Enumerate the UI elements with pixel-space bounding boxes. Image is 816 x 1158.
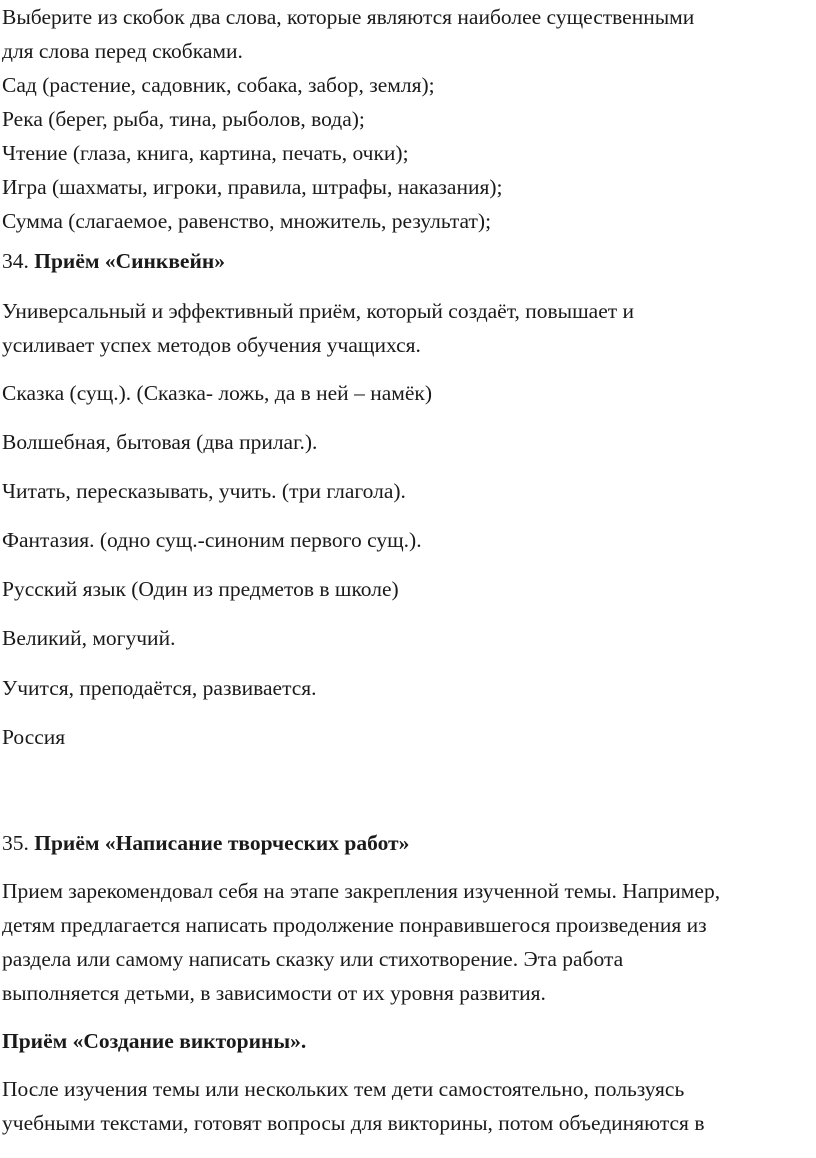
- section-35-title: Приём «Написание творческих работ»: [34, 831, 410, 855]
- section-35-para-line: Прием зарекомендовал себя на этапе закрепления изученной темы. Например,: [2, 879, 721, 903]
- section-35-para-line: детям предлагается написать продолжение понравившегося произведения из: [2, 913, 707, 937]
- cinquain-line: Сказка (сущ.). (Сказка- ложь, да в ней – намёк): [2, 381, 432, 405]
- section-34-desc-line-1: Универсальный и эффективный приём, который создаёт, повышает и: [2, 299, 635, 323]
- quiz-para-line: учебными текстами, готовят вопросы для викторины, потом объединяются в: [2, 1111, 705, 1135]
- section-35-number: 35.: [2, 831, 29, 855]
- intro-item: Сумма (слагаемое, равенство, множитель, результат);: [2, 209, 492, 233]
- cinquain-line: Великий, могучий.: [2, 626, 176, 650]
- intro-item: Чтение (глаза, книга, картина, печать, очки);: [2, 141, 409, 165]
- section-34-desc-line-2: усиливает успех методов обучения учащихся.: [2, 333, 421, 357]
- section-34-title: Приём «Синквейн»: [34, 249, 225, 273]
- section-34-number: 34.: [2, 249, 29, 273]
- section-35-para-line: выполняется детьми, в зависимости от их уровня развития.: [2, 981, 546, 1005]
- intro-line-2: для слова перед скобками.: [2, 39, 243, 63]
- intro-item: Сад (растение, садовник, собака, забор, земля);: [2, 73, 435, 97]
- cinquain-line: Россия: [2, 725, 66, 749]
- quiz-para-line: После изучения темы или нескольких тем дети самостоятельно, пользуясь: [2, 1077, 685, 1101]
- cinquain-line: Русский язык (Один из предметов в школе): [2, 577, 399, 601]
- quiz-title: Приём «Создание викторины».: [2, 1029, 307, 1053]
- quiz-heading: [2, 1026, 306, 1056]
- cinquain-line: Фантазия. (одно сущ.-синоним первого сущ.).: [2, 528, 422, 552]
- intro-item: Игра (шахматы, игроки, правила, штрафы, наказания);: [2, 175, 503, 199]
- cinquain-line: Учится, преподаётся, развивается.: [2, 676, 317, 700]
- intro-line-1: Выберите из скобок два слова, которые являются наиболее существенными: [2, 5, 695, 29]
- cinquain-line: Читать, пересказывать, учить. (три глагола).: [2, 479, 406, 503]
- cinquain-line: Волшебная, бытовая (два прилаг.).: [2, 430, 318, 454]
- section-35-para-line: раздела или самому написать сказку или стихотворение. Эта работа: [2, 947, 624, 971]
- section-34-heading: [2, 246, 225, 276]
- section-35-heading: [2, 828, 409, 858]
- intro-item: Река (берег, рыба, тина, рыболов, вода);: [2, 107, 365, 131]
